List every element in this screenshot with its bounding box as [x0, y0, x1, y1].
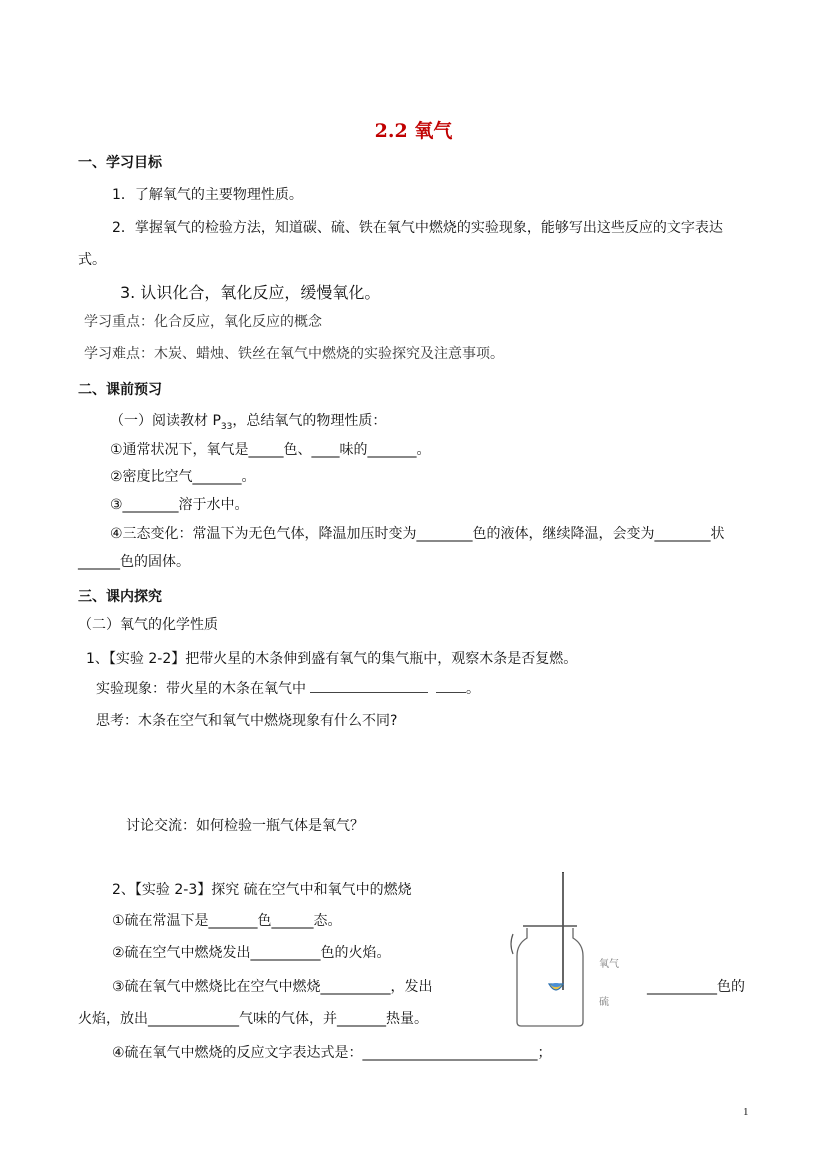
section1-heading: 一、学习目标: [78, 155, 162, 171]
page-ref-subscript: 33: [220, 421, 233, 432]
preview-question-2: ②密度比空气_______。: [110, 469, 256, 485]
objective-3: 3. 认识化合，氧化反应，缓慢氧化。: [120, 283, 381, 302]
preview-question-3: ③________溶于水中。: [110, 497, 249, 513]
experiment-2-2-observation: [96, 678, 480, 698]
page-title: 2.2 氧气: [374, 120, 453, 142]
gas-jar-figure: [505, 872, 635, 1032]
learning-difficulty: 学习难点：木炭、蜡烛、铁丝在氧气中燃烧的实验探究及注意事项。: [84, 346, 504, 362]
preview-question-1: ①通常状况下，氧气是_____色、____味的_______。: [110, 442, 431, 458]
objective-2-line2: 式。: [78, 252, 106, 268]
learning-focus: 学习重点：化合反应，氧化反应的概念: [84, 314, 322, 330]
observation-end: 。: [466, 681, 480, 697]
observation-label: 实验现象：带火星的木条在氧气中: [96, 681, 306, 697]
answer-blank: [310, 692, 428, 693]
figure-label-sulfur: 硫: [599, 997, 609, 1008]
preview-intro-b: ，总结氧气的物理性质：: [232, 413, 387, 429]
figure-label-oxygen: 氧气: [599, 959, 619, 970]
objective-2-line1: 2．掌握氧气的检验方法，知道碳、硫、铁在氧气中燃烧的实验现象，能够写出这些反应的文字表达: [112, 220, 723, 236]
answer-blank: [436, 692, 466, 693]
preview-intro: [110, 410, 386, 432]
discussion-prompt: 讨论交流：如何检验一瓶气体是氧气？: [126, 818, 364, 834]
objective-1: 1．了解氧气的主要物理性质。: [112, 187, 303, 203]
experiment-2-3-question-3-line2: 火焰，放出_____________气味的气体，并_______热量。: [78, 1011, 428, 1027]
preview-question-4-line2: ______色的固体。: [78, 554, 190, 570]
section3-heading: 三、课内探究: [78, 589, 162, 605]
experiment-2-3-question-3b: __________色的: [647, 979, 745, 995]
preview-question-4-line1: ④三态变化：常温下为无色气体，降温加压时变为________色的液体，继续降温，会变为________状: [110, 526, 725, 542]
chemical-properties-heading: （二）氧气的化学性质: [78, 617, 218, 633]
experiment-2-3-title: 2、【实验 2-3】探究 硫在空气中和氧气中的燃烧: [112, 882, 412, 898]
sulfur-flame: [551, 983, 561, 987]
experiment-2-2-think: 思考：木条在空气和氧气中燃烧现象有什么不同?: [96, 713, 398, 729]
page-number: 1: [743, 1106, 749, 1118]
experiment-2-3-question-3a: ③硫在氧气中燃烧比在空气中燃烧__________，发出: [112, 979, 433, 995]
experiment-2-3-question-1: ①硫在常温下是_______色______态。: [112, 913, 342, 929]
experiment-2-2-title: 1、【实验 2-2】把带火星的木条伸到盛有氧气的集气瓶中，观察木条是否复燃。: [86, 651, 578, 667]
section2-heading: 二、课前预习: [78, 382, 162, 398]
experiment-2-3-question-2: ②硫在空气中燃烧发出__________色的火焰。: [112, 945, 391, 961]
experiment-2-3-question-4: ④硫在氧气中燃烧的反应文字表达式是：_________________________；: [112, 1045, 552, 1061]
preview-intro-a: （一）阅读教材 P: [110, 413, 221, 429]
gas-jar: [517, 928, 583, 1026]
